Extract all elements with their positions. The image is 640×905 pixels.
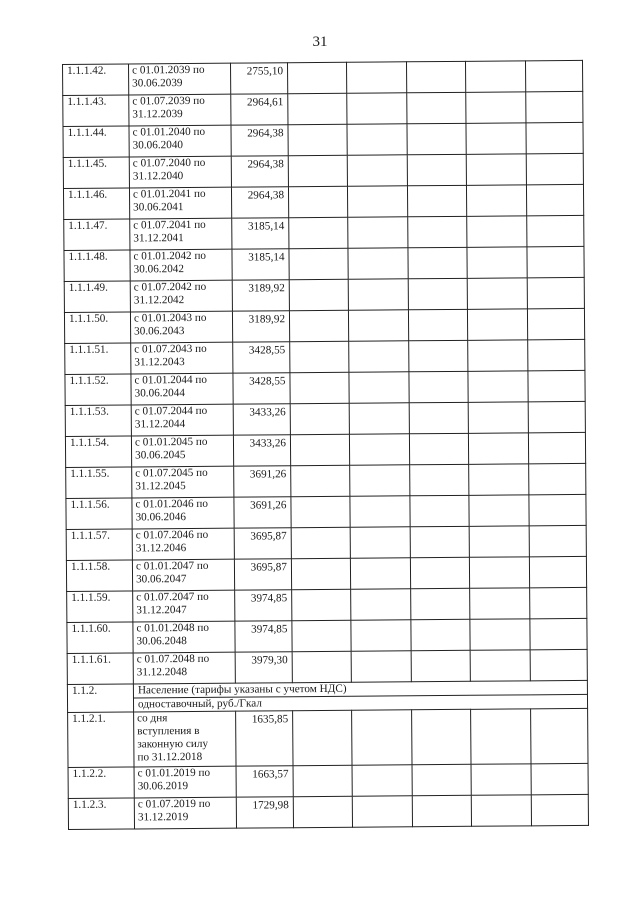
- row-code: 1.1.1.51.: [65, 343, 131, 375]
- row-period: [130, 249, 232, 281]
- row-code: 1.1.1.46.: [63, 188, 129, 220]
- table-row: [65, 370, 585, 405]
- row-code: 1.1.1.49.: [64, 281, 130, 313]
- empty-cell: [346, 62, 406, 93]
- empty-cell: [471, 764, 531, 795]
- period-line: с 01.07.2047 по: [136, 590, 209, 604]
- empty-cell: [531, 708, 588, 763]
- empty-cell: [408, 309, 467, 340]
- period-line: законную силу: [137, 737, 209, 751]
- empty-cell: [530, 649, 587, 680]
- row-value: 3691,26: [234, 466, 291, 497]
- empty-cell: [466, 185, 526, 216]
- period-line: с 01.01.2047 по: [135, 559, 209, 573]
- row-period: [129, 63, 231, 95]
- period-line: 31.12.2046: [135, 542, 187, 555]
- row-period: [129, 125, 231, 157]
- period-line: 30.06.2048: [136, 635, 187, 648]
- row-period: [133, 652, 235, 684]
- empty-cell: [468, 340, 528, 371]
- empty-cell: [407, 92, 466, 123]
- period-line: с 01.01.2046 по: [135, 497, 208, 511]
- empty-cell: [291, 527, 350, 558]
- section-subtitle: одноставочный, руб./Гкал: [133, 694, 587, 712]
- period-line: 30.06.2045: [135, 449, 186, 462]
- row-code: 1.1.1.52.: [65, 374, 131, 406]
- empty-cell: [468, 433, 528, 464]
- period-line: 30.06.2041: [133, 201, 184, 214]
- empty-cell: [470, 588, 530, 619]
- empty-cell: [352, 765, 412, 796]
- table-row: [63, 122, 583, 157]
- empty-cell: [289, 279, 348, 310]
- empty-cell: [530, 587, 587, 618]
- empty-cell: [290, 403, 349, 434]
- empty-cell: [293, 796, 352, 827]
- empty-cell: [529, 463, 586, 494]
- empty-cell: [410, 464, 469, 495]
- empty-cell: [293, 710, 352, 765]
- empty-cell: [350, 496, 410, 527]
- row-value: 2964,38: [231, 187, 288, 218]
- empty-cell: [466, 92, 526, 123]
- empty-cell: [289, 217, 348, 248]
- empty-cell: [526, 122, 583, 153]
- row-value: 3974,85: [235, 621, 292, 652]
- empty-cell: [527, 215, 584, 246]
- tariff-table: [62, 60, 589, 830]
- row-period: [132, 497, 234, 529]
- row-value: 3695,87: [234, 559, 291, 590]
- empty-cell: [347, 124, 407, 155]
- empty-cell: [528, 370, 585, 401]
- empty-cell: [412, 709, 471, 764]
- period-line: 30.06.2039: [132, 77, 183, 90]
- period-line: с 01.01.2042 по: [133, 249, 207, 263]
- row-code: 1.1.1.42.: [63, 64, 129, 96]
- row-value: 2964,38: [231, 156, 288, 187]
- row-code: 1.1.1.50.: [64, 312, 130, 344]
- empty-cell: [410, 557, 469, 588]
- row-code: 1.1.1.57.: [66, 529, 132, 561]
- empty-cell: [292, 589, 351, 620]
- empty-cell: [407, 185, 466, 216]
- empty-cell: [348, 217, 408, 248]
- empty-cell: [410, 495, 469, 526]
- row-value: 1635,85: [236, 711, 293, 766]
- empty-cell: [409, 402, 468, 433]
- period-line: с 01.01.2041 по: [132, 187, 206, 201]
- row-period: [132, 466, 234, 498]
- empty-cell: [469, 557, 529, 588]
- empty-cell: [289, 310, 348, 341]
- period-line: 30.06.2019: [137, 780, 189, 793]
- period-line: с 01.01.2039 по: [132, 63, 205, 77]
- empty-cell: [526, 91, 583, 122]
- empty-cell: [407, 154, 466, 185]
- table-row: [66, 556, 586, 591]
- period-line: с 01.01.2048 по: [136, 621, 209, 635]
- empty-cell: [409, 340, 468, 371]
- row-period: [130, 311, 232, 343]
- row-value: 3428,55: [233, 342, 290, 373]
- row-code: 1.1.2.1.: [68, 712, 134, 768]
- empty-cell: [290, 341, 349, 372]
- tariff-table-wrapper: [62, 60, 588, 830]
- row-period: [132, 528, 234, 560]
- row-value: 3189,92: [232, 280, 289, 311]
- row-value: 3695,87: [234, 528, 291, 559]
- period-line: 31.12.2047: [136, 604, 187, 617]
- empty-cell: [292, 620, 351, 651]
- period-line: с 01.01.2019 по: [137, 766, 211, 780]
- period-line: с 01.07.2045 по: [135, 466, 208, 480]
- empty-cell: [526, 184, 583, 215]
- table-row: [66, 463, 586, 498]
- row-period: [130, 218, 232, 250]
- empty-cell: [528, 432, 585, 463]
- section-code: 1.1.2.: [67, 684, 133, 713]
- row-code: 1.1.1.47.: [64, 219, 130, 251]
- empty-cell: [470, 619, 530, 650]
- row-period: [131, 373, 233, 405]
- row-value: 3433,26: [233, 404, 290, 435]
- row-value: 3185,14: [232, 218, 289, 249]
- row-code: 1.1.1.60.: [67, 622, 133, 654]
- empty-cell: [291, 496, 350, 527]
- empty-cell: [291, 465, 350, 496]
- page-number: 31: [312, 34, 328, 50]
- row-code: 1.1.1.58.: [66, 560, 132, 592]
- row-value: 3979,30: [235, 652, 292, 683]
- table-row: [63, 153, 583, 188]
- period-line: с 01.07.2043 по: [134, 342, 207, 356]
- period-line: с 01.01.2040 по: [132, 125, 206, 139]
- period-line: с 01.07.2048 по: [136, 652, 210, 666]
- period-line: 31.12.2040: [132, 170, 184, 183]
- row-period: [129, 156, 231, 188]
- empty-cell: [290, 372, 349, 403]
- empty-cell: [470, 650, 530, 681]
- row-code: 1.1.1.59.: [67, 591, 133, 623]
- period-line: с 01.07.2046 по: [135, 528, 209, 542]
- row-code: 1.1.1.54.: [65, 436, 131, 468]
- row-value: 3433,26: [233, 435, 290, 466]
- table-row: [66, 494, 586, 529]
- empty-cell: [466, 154, 526, 185]
- empty-cell: [289, 248, 348, 279]
- empty-cell: [290, 434, 349, 465]
- row-code: 1.1.2.2.: [68, 767, 134, 799]
- row-value: 2964,38: [231, 125, 288, 156]
- row-value: 3185,14: [232, 249, 289, 280]
- row-value: 3189,92: [232, 311, 289, 342]
- empty-cell: [529, 525, 586, 556]
- row-period: [134, 797, 236, 829]
- period-line: 31.12.2041: [133, 232, 184, 245]
- row-value: 3974,85: [235, 590, 292, 621]
- empty-cell: [347, 93, 407, 124]
- empty-cell: [347, 186, 407, 217]
- table-row: [63, 184, 583, 219]
- empty-cell: [526, 153, 583, 184]
- empty-cell: [465, 61, 525, 92]
- row-code: 1.1.1.44.: [63, 126, 129, 158]
- period-line: 31.12.2045: [135, 480, 186, 493]
- empty-cell: [409, 433, 468, 464]
- row-period: [131, 342, 233, 374]
- empty-cell: [412, 764, 471, 795]
- row-code: 1.1.1.45.: [63, 157, 129, 189]
- empty-cell: [411, 650, 470, 681]
- period-line: с 01.07.2039 по: [132, 94, 205, 108]
- empty-cell: [350, 558, 410, 589]
- row-period: [131, 404, 233, 436]
- period-line: с 01.07.2041 по: [133, 218, 206, 232]
- empty-cell: [471, 709, 531, 764]
- empty-cell: [348, 279, 408, 310]
- empty-cell: [409, 371, 468, 402]
- row-code: 1.1.1.55.: [66, 467, 132, 499]
- empty-cell: [469, 495, 529, 526]
- empty-cell: [529, 556, 586, 587]
- empty-cell: [467, 216, 527, 247]
- period-line: вступления в: [137, 724, 200, 738]
- empty-cell: [407, 123, 466, 154]
- empty-cell: [411, 588, 470, 619]
- empty-cell: [288, 124, 347, 155]
- period-line: 30.06.2046: [135, 511, 186, 524]
- empty-cell: [525, 60, 582, 91]
- empty-cell: [528, 339, 585, 370]
- period-line: 30.06.2044: [134, 387, 185, 400]
- empty-cell: [408, 216, 467, 247]
- table-row: [67, 618, 587, 653]
- period-line: с 01.07.2019 по: [137, 797, 211, 811]
- row-period: [132, 559, 234, 591]
- period-line: с 01.07.2044 по: [134, 404, 208, 418]
- empty-cell: [527, 246, 584, 277]
- empty-cell: [408, 278, 467, 309]
- period-line: 31.12.2044: [134, 418, 186, 431]
- empty-cell: [408, 247, 467, 278]
- empty-cell: [291, 558, 350, 589]
- row-value: 3691,26: [234, 497, 291, 528]
- empty-cell: [351, 620, 411, 651]
- row-period: [133, 621, 235, 653]
- empty-cell: [530, 618, 587, 649]
- empty-cell: [467, 247, 527, 278]
- row-value: 2964,61: [231, 94, 288, 125]
- empty-cell: [412, 795, 471, 826]
- empty-cell: [406, 61, 465, 92]
- table-row: [65, 339, 585, 374]
- empty-cell: [288, 93, 347, 124]
- empty-cell: [350, 465, 410, 496]
- table-row: [68, 763, 588, 798]
- table-row: [65, 401, 585, 436]
- empty-cell: [467, 309, 527, 340]
- row-value: 1663,57: [236, 766, 293, 797]
- row-period: [134, 711, 236, 767]
- empty-cell: [410, 526, 469, 557]
- empty-cell: [468, 402, 528, 433]
- empty-cell: [527, 277, 584, 308]
- row-period: [129, 187, 231, 219]
- period-line: 31.12.2042: [133, 294, 185, 307]
- table-row: [67, 587, 587, 622]
- table-row: [65, 432, 585, 467]
- period-line: 31.12.2043: [134, 356, 185, 369]
- period-line: с 01.01.2045 по: [134, 435, 208, 449]
- empty-cell: [351, 651, 411, 682]
- empty-cell: [411, 619, 470, 650]
- table-row: [64, 246, 584, 281]
- empty-cell: [347, 155, 407, 186]
- period-line: по 31.12.2018: [137, 750, 203, 764]
- empty-cell: [467, 278, 527, 309]
- period-line: 30.06.2043: [134, 325, 185, 338]
- row-code: 1.1.1.61.: [67, 653, 133, 685]
- empty-cell: [292, 651, 351, 682]
- period-line: 31.12.2019: [137, 811, 189, 824]
- table-row: [66, 525, 586, 560]
- row-value: 2755,10: [230, 63, 287, 94]
- table-row: [63, 60, 583, 95]
- period-line: 30.06.2042: [133, 263, 185, 276]
- empty-cell: [350, 527, 410, 558]
- row-code: 1.1.1.48.: [64, 250, 130, 282]
- row-period: [134, 766, 236, 798]
- row-period: [133, 590, 235, 622]
- empty-cell: [352, 796, 412, 827]
- row-period: [130, 280, 232, 312]
- period-line: 31.12.2048: [136, 666, 188, 679]
- row-code: 1.1.1.56.: [66, 498, 132, 530]
- empty-cell: [349, 434, 409, 465]
- empty-cell: [352, 710, 412, 765]
- period-line: 30.06.2047: [136, 573, 187, 586]
- row-period: [131, 435, 233, 467]
- row-value: 3428,55: [233, 373, 290, 404]
- row-period: [129, 94, 231, 126]
- period-line: 30.06.2040: [132, 139, 184, 152]
- table-row: [68, 794, 588, 829]
- row-value: 1729,98: [236, 797, 293, 828]
- table-row: [64, 215, 584, 250]
- empty-cell: [288, 155, 347, 186]
- period-line: с 01.07.2040 по: [132, 156, 206, 170]
- empty-cell: [351, 589, 411, 620]
- empty-cell: [527, 308, 584, 339]
- empty-cell: [468, 371, 528, 402]
- empty-cell: [471, 795, 531, 826]
- empty-cell: [469, 526, 529, 557]
- empty-cell: [287, 62, 346, 93]
- empty-cell: [293, 765, 352, 796]
- row-code: 1.1.1.43.: [63, 95, 129, 127]
- row-code: 1.1.1.53.: [65, 405, 131, 437]
- period-line: с 01.01.2044 по: [134, 373, 208, 387]
- empty-cell: [348, 310, 408, 341]
- empty-cell: [349, 403, 409, 434]
- empty-cell: [466, 123, 526, 154]
- table-row: [63, 91, 583, 126]
- table-row: [64, 308, 584, 343]
- empty-cell: [288, 186, 347, 217]
- section-title: Население (тарифы указаны с учетом НДС): [133, 680, 587, 698]
- period-line: со дня: [137, 712, 168, 725]
- table-row: [67, 649, 587, 684]
- empty-cell: [349, 372, 409, 403]
- empty-cell: [349, 341, 409, 372]
- period-line: 31.12.2039: [132, 108, 183, 121]
- empty-cell: [469, 464, 529, 495]
- empty-cell: [531, 794, 588, 825]
- row-code: 1.1.2.3.: [68, 798, 134, 830]
- empty-cell: [528, 401, 585, 432]
- empty-cell: [529, 494, 586, 525]
- empty-cell: [348, 248, 408, 279]
- empty-cell: [531, 763, 588, 794]
- period-line: с 01.07.2042 по: [133, 280, 207, 294]
- table-row: [64, 277, 584, 312]
- table-row: [68, 708, 588, 767]
- period-line: с 01.01.2043 по: [133, 311, 207, 325]
